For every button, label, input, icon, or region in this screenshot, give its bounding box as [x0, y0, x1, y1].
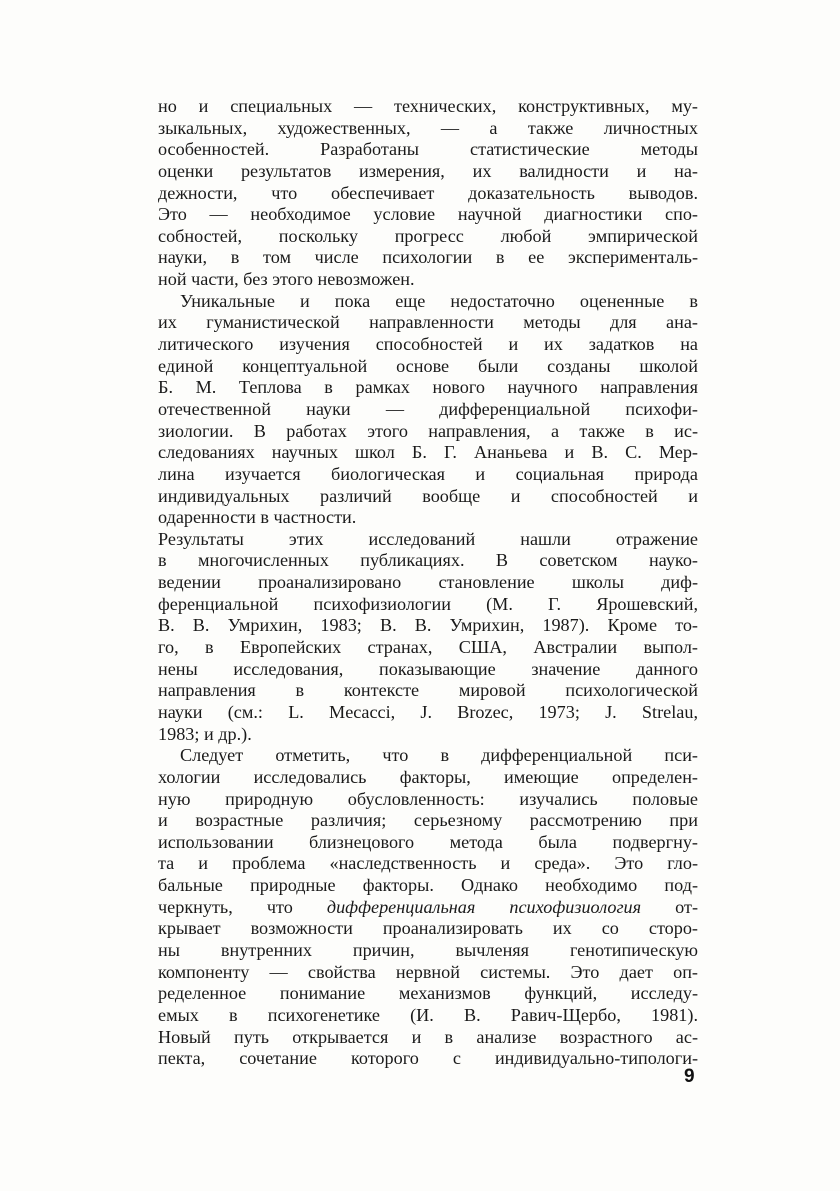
text-line: направления в контексте мировой психологической	[158, 680, 698, 701]
text-line: Новый путь открывается и в анализе возрастного ас-	[158, 1026, 698, 1047]
text-line: науки, в том числе психологии в ее эксперименталь-	[158, 247, 698, 268]
text-line: отечественной науки — дифференциальной психофи-	[158, 398, 698, 419]
text-line: особенностей. Разработаны статистические методы	[158, 139, 698, 160]
text-segment: от-	[675, 896, 699, 917]
paragraph-1	[158, 96, 698, 291]
text-line: ной части, без этого невозможен.	[158, 269, 415, 290]
text-line-with-italic	[158, 897, 698, 919]
text-line: дежности, что обеспечивает доказательность выводов.	[158, 182, 698, 203]
text-line: го, в Европейских странах, США, Австралии выпол-	[158, 637, 698, 658]
text-line: Б. М. Теплова в рамках нового научного направления	[158, 377, 698, 398]
text-line: оценки результатов измерения, их валидности и на-	[158, 160, 698, 181]
text-line: крывает возможности проанализировать их со сторо-	[158, 918, 698, 939]
paragraph-2	[158, 291, 698, 529]
text-line: та и проблема «наследственность и среда». Это гло-	[158, 853, 698, 874]
text-line: Уникальные и пока еще недостаточно оцененные в	[180, 290, 698, 311]
text-line: науки (см.: L. Mecacci, J. Brozec, 1973; J. Strelau,	[158, 701, 698, 722]
text-line: ны внутренних причин, вычленяя генотипическую	[158, 939, 698, 960]
text-line: Результаты этих исследований нашли отражение	[158, 528, 698, 549]
page-number: 9	[684, 1066, 695, 1087]
text-line: следованиях научных школ Б. Г. Ананьева и В. С. Мер-	[158, 442, 698, 463]
text-line: зыкальных, художественных, — а также личностных	[158, 117, 698, 138]
paragraph-4	[158, 745, 698, 1070]
text-line: собностей, поскольку прогресс любой эмпирической	[158, 225, 698, 246]
text-line: и возрастные различия; серьезному рассмотрению при	[158, 810, 698, 831]
text-line: Это — необходимое условие научной диагностики спо-	[158, 204, 698, 225]
text-line: использовании близнецового метода была подвергну-	[158, 831, 698, 852]
text-line: ференциальной психофизиологии (М. Г. Ярошевский,	[158, 593, 698, 614]
text-line: емых в психогенетике (И. В. Равич-Щербо, 1981).	[158, 1004, 698, 1025]
text-line: одаренности в частности.	[158, 507, 357, 528]
text-line: хологии исследовались факторы, имеющие определен-	[158, 766, 698, 787]
italic-term: дифференциальная психофизиология	[326, 896, 642, 917]
text-line: единой концептуальной основе были созданы школой	[158, 355, 698, 376]
text-line: пекта, сочетание которого с индивидуально-типологи-	[158, 1048, 698, 1069]
text-line: индивидуальных различий вообще и способностей и	[158, 485, 698, 506]
text-line: бальные природные факторы. Однако необходимо под-	[158, 875, 698, 896]
text-line: 1983; и др.).	[158, 723, 252, 744]
text-line: ную природную обусловленность: изучались половые	[158, 788, 698, 809]
text-line: В. В. Умрихин, 1983; В. В. Умрихин, 1987). Кроме то-	[158, 615, 698, 636]
paragraph-3	[158, 529, 698, 745]
text-line: компоненту — свойства нервной системы. Это дает оп-	[158, 961, 698, 982]
body-text	[158, 96, 698, 1070]
text-line: Следует отметить, что в дифференциальной пси-	[180, 745, 698, 766]
text-line: их гуманистической направленности методы для ана-	[158, 312, 698, 333]
text-line: в многочисленных публикациях. В советском науко-	[158, 550, 698, 571]
text-line: лина изучается биологическая и социальная природа	[158, 463, 698, 484]
text-line: нены исследования, показывающие значение данного	[158, 658, 698, 679]
text-line: но и специальных — технических, конструктивных, му-	[158, 96, 698, 116]
text-line: ведении проанализировано становление школы диф-	[158, 572, 698, 593]
text-line: литического изучения способностей и их задатков на	[158, 334, 698, 355]
text-line: ределенное понимание механизмов функций, исследу-	[158, 983, 698, 1004]
text-line: зиологии. В работах этого направления, а также в ис-	[158, 420, 698, 441]
text-segment: черкнуть, что	[158, 896, 293, 917]
